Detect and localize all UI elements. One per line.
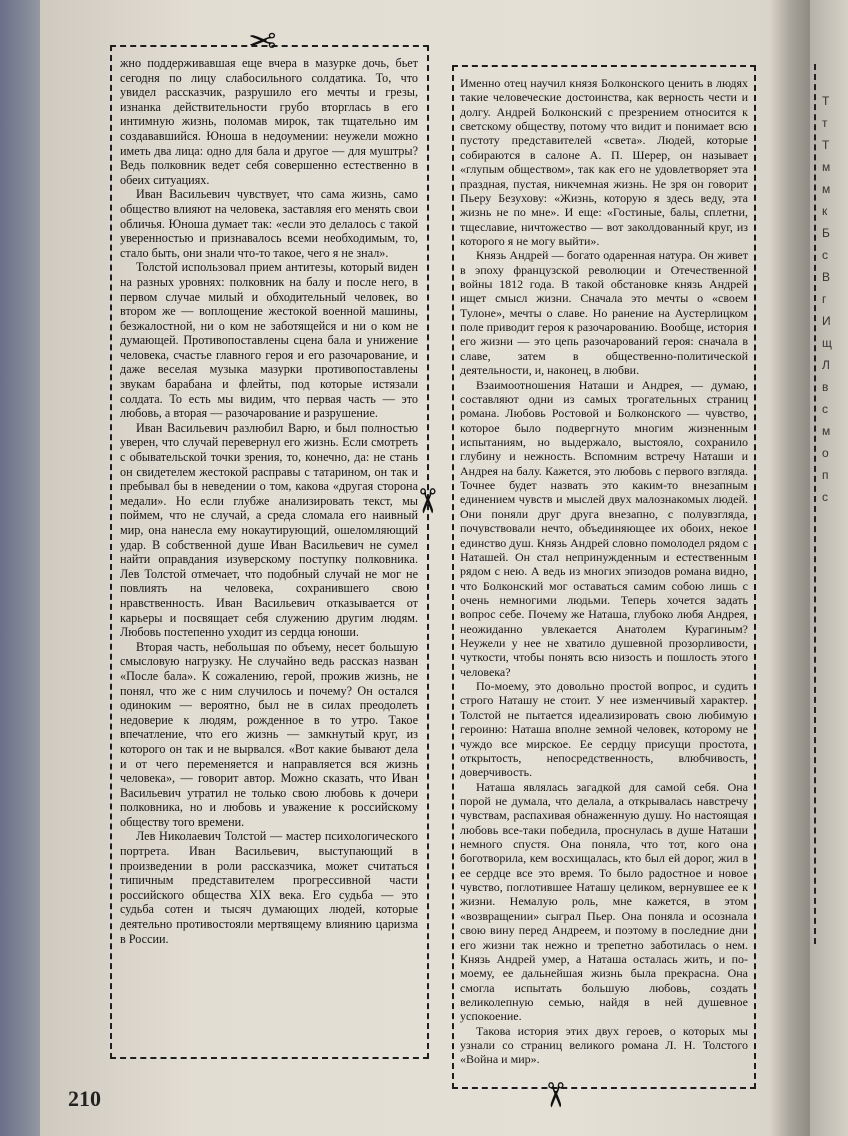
paragraph: Толстой использовал прием антитезы, который виден на разных уровнях: полковник на балу и после него, в первом случае милый и обходительный человек, во втором же — воплощение жестокой военной машины, безжалостной, ни о ком не заботящейся и ни о ком не думающей. Противопоставлены сцена бала и унижение человека, счастье главного героя и его разочарование, и даже веселая музыка мазурки противопоставлены звукам барабана и флейты, под которые истязали солдата. То есть мы видим, что первая часть — это любовь, а вторая — разочарование и разрушение. xyxy=(120,260,418,421)
paragraph: Князь Андрей — богато одаренная натура. Он живет в эпоху французской революции и Отечественной войны 1812 года. В такой обстановке князь Андрей ищет смысл жизни. Сначала это мечты о «своем Тулоне», мечты о славе. Но ранение на Аустерлицком поле приводит героя к разочарованию. Вообще, история его жизни — это цепь разочарований героя: сначала в славе, затем в общественно-политической деятельности, и, наконец, в любви. xyxy=(460,248,748,378)
scissors-icon: ✂ xyxy=(248,19,277,59)
left-text-column xyxy=(120,56,418,946)
book-spine xyxy=(770,0,810,1136)
paragraph: По-моему, это довольно простой вопрос, и судить строго Наташу не стоит. У нее изменчивый характер. Толстой не пытается идеализировать свою любимую героиню: Наташа вполне земной человек, которому не чуждо все мирское. Ее сердцу присущи простота, открытость, непосредственность, влюбчивость, доверчивость. xyxy=(460,679,748,780)
paragraph: Такова история этих двух героев, о которых мы узнали со страниц великого романа Л. Н. Толстого «Война и мир». xyxy=(460,1023,748,1067)
adjacent-page-fragment: щ xyxy=(822,336,832,350)
adjacent-page-fragment: Б xyxy=(822,226,830,240)
adjacent-page-fragment: с xyxy=(822,402,828,416)
paragraph: Вторая часть, небольшая по объему, несет большую смысловую нагрузку. Не случайно ведь рассказ назван «После бала». К сожалению, герой, прожив жизнь, не понял, что же с ним случилось и почему? Он остался одиноким — вероятно, был не в силах преодолеть недоверие к людям, рожденное в то утро. Такое впечатление, что его жизнь — замкнутый круг, из которого он так и не вырвался. «Вот какие бывают дела и от чего переменяется и направляется вся жизнь человека», — говорит автор. Можно сказать, что Иван Васильевич утратил не только свою любовь к дочери полковника, но и любовь и уважение к российскому обществу того времени. xyxy=(120,639,418,829)
paragraph: Иван Васильевич чувствует, что сама жизнь, само общество влияют на человека, заставляя его менять свои обличья. Юноша думает так: «если это делалось с такой уверенностью и признавалось всеми необходимым, то, стало быть, они знали что-то такое, чего я не знал». xyxy=(120,187,418,260)
adjacent-page-fragment: м xyxy=(822,182,831,196)
adjacent-page-fragment: м xyxy=(822,160,831,174)
adjacent-page-fragment: п xyxy=(822,468,829,482)
adjacent-page-fragment: Т xyxy=(822,94,830,108)
adjacent-page-fragment: В xyxy=(822,270,831,284)
paragraph: жно поддерживавшая еще вчера в мазурке дочь, бьет сегодня по лицу слабосильного солдатика. То, что увидел рассказчик, разрушило его мечты и грезы, изнанка действительности грубо вторглась в его интимную жизнь, поломав мирок, так тщательно им создававшийся. Юноша в недоумении: неужели можно иметь два лица: одно для бала и другое — для муштры? Ведь полковник ведет себя совершенно естественно в обеих ситуациях. xyxy=(120,56,418,187)
adjacent-page-fragment: Л xyxy=(822,358,830,372)
adjacent-page-text xyxy=(822,90,848,508)
paragraph: Именно отец научил князя Болконского ценить в людях такие человеческие достоинства, как верность чести и долгу. Андрей Болконский с презрением относится к светскому обществу, потому что видит и понимает всю пустоту представителей «света». Людей, которые собираются в салоне А. П. Шерер, он называет «глупым обществом», так как его не удовлетворяет эта праздная, пустая, никчемная жизнь. Не зря он говорит Пьеру Безухову: «Жизнь, которую я здесь веду, эта жизнь не по мне». И еще: «Гостиные, балы, сплетни, тщеславие, ничтожество — вот заколдованный круг, из которого я не могу выйти». xyxy=(460,76,748,248)
adjacent-page-fragment: с xyxy=(822,248,828,262)
adjacent-page-fragment: т xyxy=(822,116,828,130)
adjacent-page-fragment: Т xyxy=(822,138,830,152)
adjacent-page-fragment: с xyxy=(822,490,828,504)
adjacent-page-fragment: в xyxy=(822,380,829,394)
scissors-icon: ✂ xyxy=(534,1080,575,1110)
paragraph: Лев Николаевич Толстой — мастер психологического портрета. Иван Васильевич, выступающий в произведении в роли рассказчика, может считаться типичным представителем прогрессивной части российского общества XIX века. Его судьба — это судьба сотен и тысяч думающих людей, которые деятельно противостояли мертвящему влиянию царизма в России. xyxy=(120,829,418,946)
adjacent-page xyxy=(810,0,848,1136)
page-number: 210 xyxy=(68,1086,101,1111)
scissors-icon: ✂ xyxy=(406,486,447,516)
paragraph: Наташа являлась загадкой для самой себя. Она порой не думала, что делала, а открывалась навстречу чувствам, распахивая обнаженную душу. Но настоящая любовь все-таки победила, проснулась в душе Наташи немного спустя. Она поняла, что тот, кого она боготворила, кем восхищалась, кто был ей дорог, жил в ее сердце все это время. То было радостное и новое чувство, поглотившее Наташу целиком, вернувшее ее к жизни. Немалую роль, мне кажется, в этом «возвращении» сыграл Пьер. Она поняла и осознала свою вину перед Андреем, и поэтому в последние дни его жизни так нежно и трепетно заботилась о нем. Князь Андрей умер, а Наташа осталась жить, и по-моему, ее дальнейшая жизнь была прекрасна. Она смогла испытать большую любовь, создать великолепную семью, найдя в ней душевное успокоение. xyxy=(460,779,748,1024)
paragraph: Взаимоотношения Наташи и Андрея, — думаю, составляют одни из самых трогательных страниц романа. Любовь Ростовой и Болконского — чувство, которое было подвергнуто многим жизненным испытаниям, но выдержало, выстояло, сохранило глубину и нежность. Вспомним встречу Наташи и Андрея на балу. Кажется, это любовь с первого взгляда. Точнее будет назвать это каким-то внезапным единением чувств и мыслей двух малознакомых людей. Они поняли друг друга внезапно, с полувзгляда, почувствовали нечто, объединяющее их обоих, некое единство душ. Князь Андрей словно помолодел рядом с Наташей. Он стал непринужденным и естественным рядом с нею. А ведь из многих эпизодов романа видно, что Болконский мог оставаться самим собою лишь с очень немногими людьми. Теперь хочется задать вопрос себе. Почему же Наташа, глубоко любя Андрея, неожиданно увлекается Анатолем Курагиным? Неужели у нее не хватило душевной прозорливости, чуткости, чтобы понять всю низость и пошлость этого человека? xyxy=(460,377,748,679)
paragraph: Иван Васильевич разлюбил Варю, и был полностью уверен, что случай перевернул его жизнь. Если смотреть с обывательской точки зрения, то, конечно, да: не стань он свидетелем жестокой расправы с татарином, он так и пребывал бы в неведении о том, какова «другая сторона медали». Но если глубже анализировать текст, мы поймем, что не случай, а среда сломала его наивный мир, она нанесла ему нокаутирующий, ошеломляющий удар. В собственной душе Иван Васильевич не сумел найти оправдания изуверскому поступку полковника. Лев Толстой отмечает, что подобный случай не мог не повлиять на человека, сохранившего свою нравственность. Иван Васильевич отказывается от карьеры и посвящает себя служению другим людям. Любовь постепенно уходит из сердца юноши. xyxy=(120,420,418,640)
adjacent-page-fragment: И xyxy=(822,314,831,328)
adjacent-page-fragment: м xyxy=(822,424,831,438)
adjacent-page-fragment: г xyxy=(822,292,827,306)
adjacent-page-fragment: о xyxy=(822,446,829,460)
adjacent-page-fragment: к xyxy=(822,204,828,218)
right-text-column xyxy=(460,76,748,1067)
